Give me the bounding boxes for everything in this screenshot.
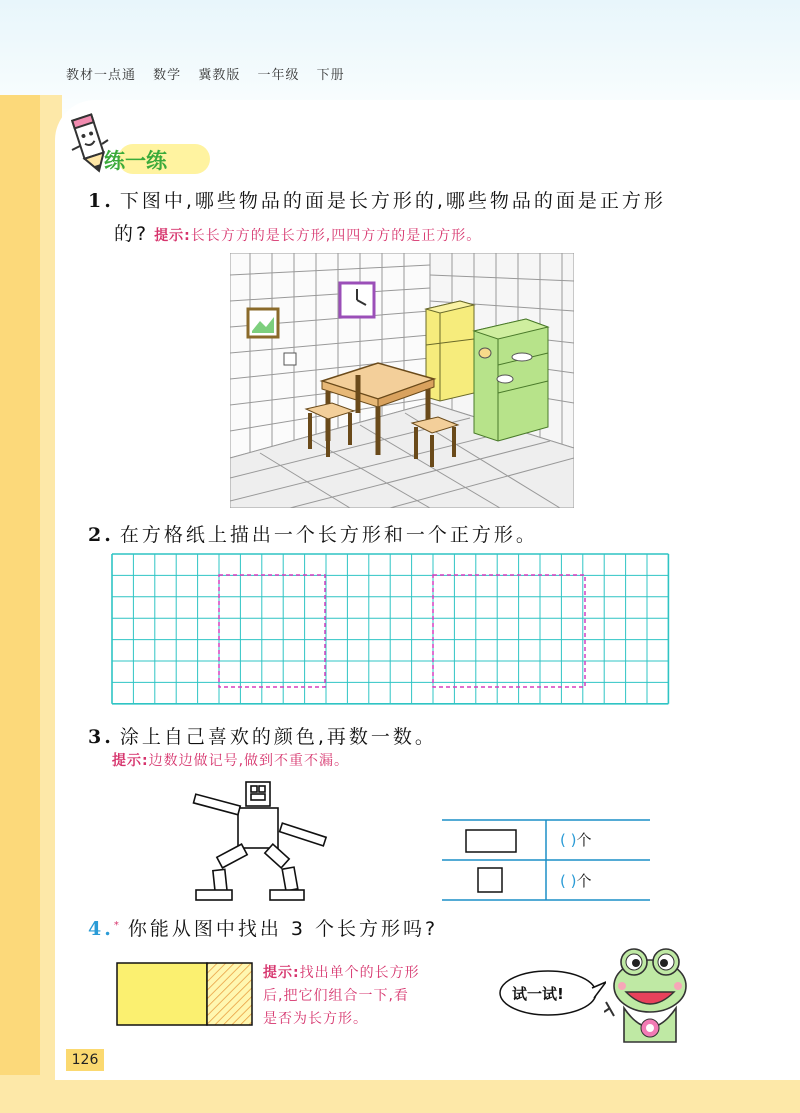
header-grade: 一年级 — [257, 68, 300, 83]
rectangle-shape — [466, 830, 516, 852]
q2-text: 在方格纸上描出一个长方形和一个正方形。 — [119, 524, 538, 546]
q1-line2 — [114, 219, 481, 246]
q3-number: 3. — [88, 726, 114, 748]
rectangle-puzzle — [116, 962, 254, 1026]
running-header — [66, 64, 357, 83]
header-volume: 下册 — [316, 68, 345, 83]
room-illustration — [230, 253, 574, 508]
left-margin-band-inner — [0, 95, 40, 1113]
grid-paper[interactable] — [111, 553, 673, 709]
q4-hint: 提示:找出单个的长方形 后,把它们组合一下,看 是否为长方形。 — [263, 965, 420, 1027]
robot-right-arm — [280, 823, 327, 846]
q1-text-line1: 下图中,哪些物品的面是长方形的,哪些物品的面是正方形 — [119, 190, 666, 212]
frog-mascot-icon — [604, 942, 696, 1046]
robot-body — [238, 808, 278, 848]
q1-line1 — [88, 186, 666, 213]
q4-line — [88, 914, 438, 941]
q4-text: 你能从图中找出 3 个长方形吗? — [127, 918, 439, 940]
dashed-square — [433, 575, 585, 687]
q1-number: 1. — [88, 190, 114, 212]
q3-hint: 提示:边数边做记号,做到不重不漏。 — [112, 753, 350, 769]
q2-number: 2. — [88, 524, 114, 546]
count-table — [442, 818, 652, 902]
q2-line — [88, 520, 538, 547]
table-row-2-answer[interactable]: ( )个 — [560, 872, 592, 890]
q4-star: * — [113, 919, 122, 931]
header-subject: 数学 — [153, 68, 182, 83]
bottom-margin-band — [0, 1075, 800, 1113]
q1-text-line2: 的? — [114, 223, 150, 245]
q1-hint: 提示:长长方方的是长方形,四四方方的是正方形。 — [154, 228, 482, 244]
dashed-rectangle — [219, 575, 325, 687]
robot-left-arm — [193, 794, 240, 815]
section-title: 练一练 — [104, 149, 167, 173]
q3-line — [88, 722, 437, 749]
robot-figure — [188, 778, 338, 902]
q3-text: 涂上自己喜欢的颜色,再数一数。 — [119, 726, 437, 748]
header-edition: 冀教版 — [198, 68, 241, 83]
square-shape — [478, 868, 502, 892]
page-number: 126 — [66, 1049, 104, 1071]
bubble-text: 试一试! — [512, 985, 564, 1003]
table-row-1-answer[interactable]: ( )个 — [560, 831, 592, 849]
header-book: 教材一点通 — [66, 68, 137, 83]
q4-number: 4. — [88, 918, 114, 940]
